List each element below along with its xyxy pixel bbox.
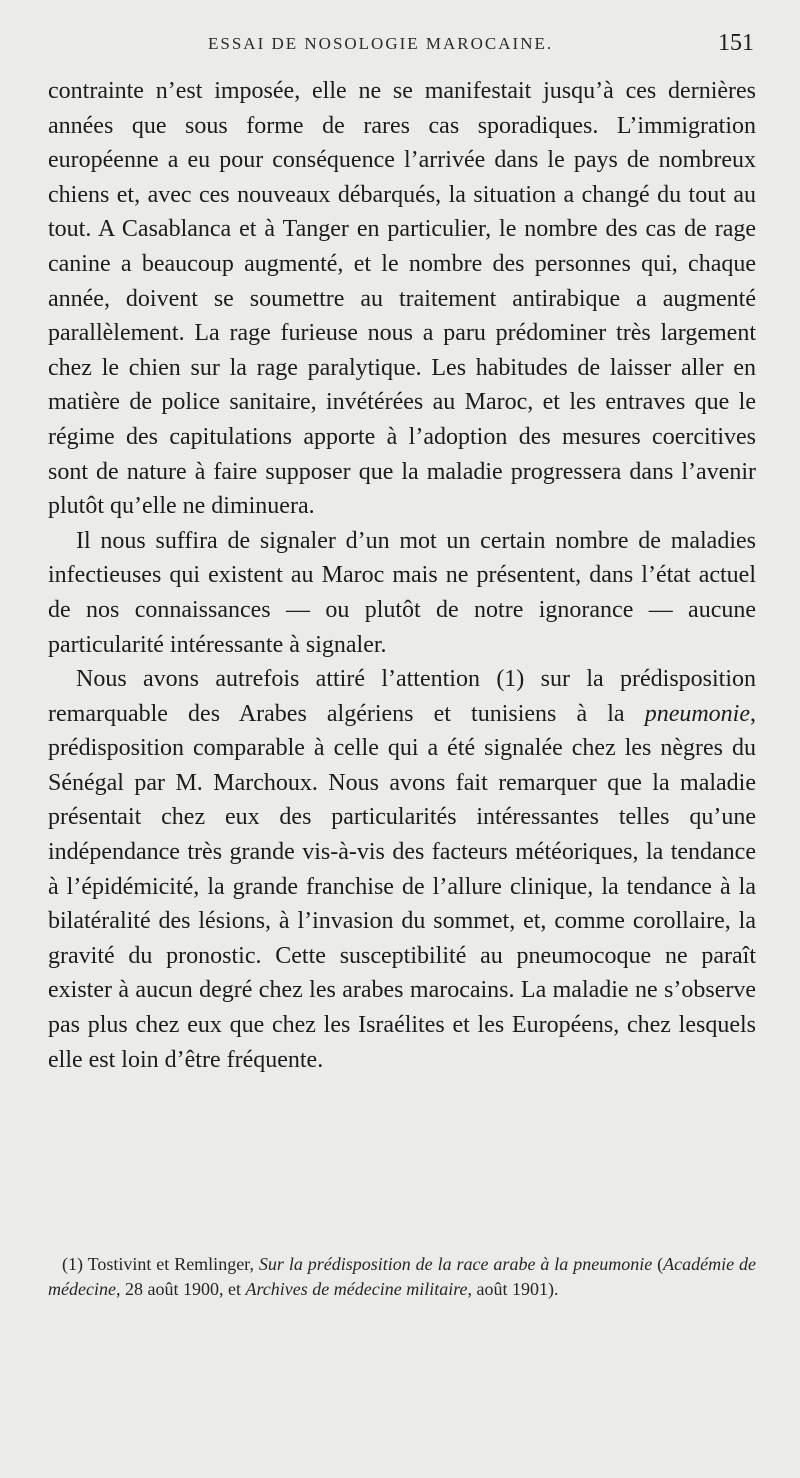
footnote-journal-2: Archives de médecine militaire bbox=[245, 1279, 468, 1299]
footnote-marker: (1) bbox=[62, 1254, 83, 1274]
body-text bbox=[48, 74, 756, 1077]
footnote-title: Sur la prédisposition de la race arabe à la pneumonie bbox=[258, 1254, 653, 1274]
footnote-paren-open: ( bbox=[652, 1254, 664, 1274]
paragraph-pneumonia-start: Nous avons autrefois attiré l’attention (1) sur la prédisposition remarquable des Arabes algériens et tunisiens à la bbox=[48, 666, 756, 727]
paragraph-rabies: contrainte n’est imposée, elle ne se manifestait jusqu’à ces dernières années que sous forme de rares cas sporadiques. L’immigration européenne a eu pour conséquence l’arrivée dans le pays de nombreux chiens et, avec ces nouveaux débarqués, la situation a changé du tout au tout. A Casablanca et à Tanger en particulier, le nombre des cas de rage canine a beaucoup augmenté, et le nombre des personnes qui, chaque année, doivent se soumettre au traitement antirabique a augmenté parallèlement. La rage furieuse nous a paru prédominer très largement chez le chien sur la rage paralytique. Les habitudes de laisser aller en matière de police sanitaire, invétérées au Maroc, et les entraves que le régime des capitulations apporte à l’adoption des mesures coercitives sont de nature à faire supposer que la maladie progressera dans l’avenir plutôt qu’elle ne diminuera. bbox=[48, 78, 756, 520]
footnote bbox=[48, 1252, 756, 1302]
paragraph-infectious-diseases: Il nous suffira de signaler d’un mot un certain nombre de maladies infectieuses qui existent au Maroc mais ne présentent, dans l’état actuel de nos connaissances — ou plutôt de notre ignorance — aucune particularité intéressante à signaler. bbox=[48, 527, 756, 658]
paragraph-pneumonia-end: , prédisposition comparable à celle qui a été signalée chez les nègres du Sénégal par M. Marchoux. Nous avons fait remarquer que la maladie présentait chez eux des particularités intéressantes telles qu’une indépendance très grande vis-à-vis des facteurs météoriques, la tendance à l’épidémicité, la grande franchise de l’allure clinique, la tendance à la bilatéralité des lésions, à l’invasion du sommet, et, comme corollaire, la gravité du pronostic. Cette susceptibilité au pneumocoque ne paraît exister à aucun degré chez les arabes marocains. La maladie ne s’observe pas plus chez eux que chez les Israélites et les Européens, chez lesquels elle est loin d’être fréquente. bbox=[48, 700, 756, 1073]
paragraph-pneumonia bbox=[48, 662, 756, 1077]
page-header bbox=[48, 30, 754, 66]
footnote-end: , août 1901). bbox=[467, 1279, 559, 1299]
pneumonia-term: pneumonie bbox=[644, 700, 750, 727]
footnote-journal-1: Académie de médecine bbox=[48, 1254, 756, 1299]
footnote-authors: Tostivint et Remlinger, bbox=[83, 1254, 259, 1274]
footnote-mid: , 28 août 1900, et bbox=[115, 1279, 246, 1299]
page-number: 151 bbox=[718, 30, 754, 56]
running-title: ESSAI DE NOSOLOGIE MAROCAINE. bbox=[208, 34, 554, 53]
